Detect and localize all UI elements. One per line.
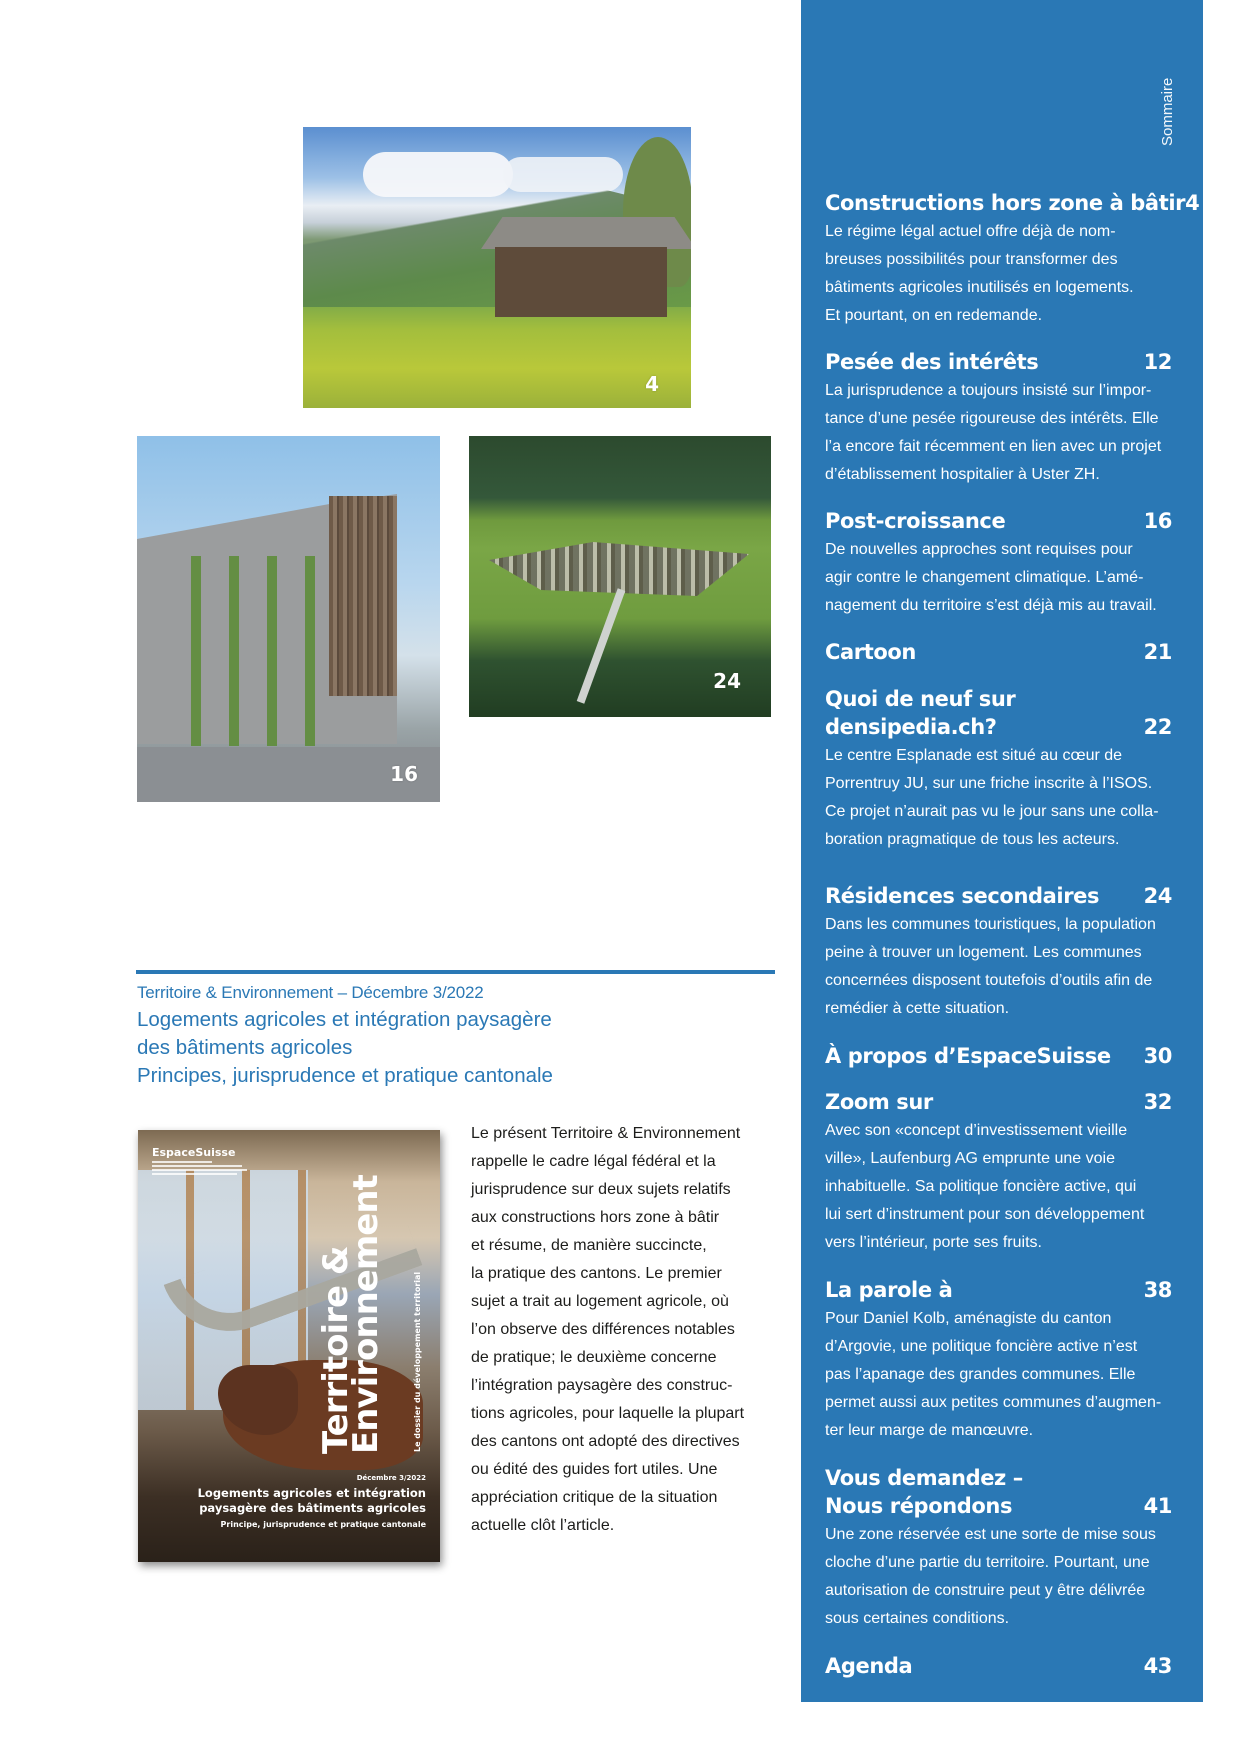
toc-entry-title: Résidences secondaires [825, 884, 1100, 908]
body-line: des cantons ont adopté des directives [471, 1433, 740, 1450]
toc-desc-line: Dans les communes touristiques, la population [825, 916, 1156, 933]
cover-brand: EspaceSuisse [152, 1146, 236, 1159]
toc-entry-title: Constructions hors zone à bâtir [825, 191, 1186, 215]
toc-desc-line: sous certaines conditions. [825, 1610, 1010, 1627]
section-divider [136, 970, 775, 974]
photo-chalet-meadow [303, 127, 691, 408]
article-kicker: Territoire & Environnement – Décembre 3/2022 [137, 983, 484, 1002]
cover-vertical-subtitle: Le dossier du développement territorial [413, 1271, 422, 1452]
photo-detail-houses [489, 536, 749, 596]
toc-entry-title: Nous répondons [825, 1494, 1013, 1518]
toc-desc-line: concernées disposent toutefois d’outils afin de [825, 972, 1153, 989]
toc-entry-title: Cartoon [825, 640, 916, 664]
toc-entry-title: Post-croissance [825, 509, 1006, 533]
article-title [137, 1006, 553, 1090]
body-line: l’on observe des différences notables [471, 1321, 735, 1338]
toc-desc-line: d’établissement hospitalier à Uster ZH. [825, 466, 1100, 483]
toc-desc-line: pas l’apanage des grandes communes. Elle [825, 1366, 1136, 1383]
publication-cover [138, 1130, 440, 1562]
toc-page-number: 24 [1143, 884, 1172, 908]
body-line: et résume, de manière succincte, [471, 1237, 707, 1254]
cover-title-line: Territoire & [316, 1246, 356, 1454]
photo-detail-roof [481, 217, 691, 249]
toc-entry-title: Agenda [825, 1654, 913, 1678]
toc-entry[interactable] [825, 507, 1172, 620]
photo-detail-wood-cladding [329, 496, 397, 696]
body-line: jurisprudence sur deux sujets relatifs [471, 1181, 731, 1198]
toc-page-number: 4 [1185, 191, 1200, 215]
toc-entry[interactable] [825, 1652, 1172, 1680]
toc-desc-line: vers l’intérieur, porte ses fruits. [825, 1234, 1042, 1251]
toc-desc-line: cloche d’une partie du territoire. Pourtant, une [825, 1554, 1150, 1571]
toc-page-number: 16 [1143, 509, 1172, 533]
body-line: la pratique des cantons. Le premier [471, 1265, 722, 1282]
article-title-line: Principes, jurisprudence et pratique cantonale [137, 1064, 553, 1087]
body-line: de pratique; le deuxième concerne [471, 1349, 717, 1366]
body-line: aux constructions hors zone à bâtir [471, 1209, 720, 1226]
body-line: l’intégration paysagère des construc- [471, 1377, 733, 1394]
toc-desc-line: Le centre Esplanade est situé au cœur de [825, 747, 1123, 764]
photo-detail-chalet [495, 247, 667, 317]
toc-desc-line: agir contre le changement climatique. L’amé- [825, 569, 1144, 586]
body-line: sujet a trait au logement agricole, où [471, 1293, 729, 1310]
toc-desc-line: lui sert d’instrument pour son développement [825, 1206, 1145, 1223]
toc-desc-line: tance d’une pesée rigoureuse des intérêts. Elle [825, 410, 1159, 427]
toc-desc-line: d’Argovie, une politique foncière active n’est [825, 1338, 1138, 1355]
body-line: actuelle clôt l’article. [471, 1517, 615, 1534]
cover-subtitle: Principe, jurisprudence et pratique cantonale [220, 1520, 426, 1529]
photo-green-building [137, 436, 440, 802]
toc-desc-line: ter leur marge de manœuvre. [825, 1422, 1034, 1439]
photo-page-number: 24 [713, 669, 741, 693]
toc-page-number: 22 [1143, 715, 1172, 739]
toc-page-number: 38 [1143, 1278, 1172, 1302]
toc-entry-title: La parole à [825, 1278, 953, 1302]
toc-entry[interactable] [825, 1464, 1172, 1633]
photo-detail-cloud [363, 152, 513, 197]
toc-entry[interactable] [825, 189, 1200, 330]
toc-page-number: 32 [1143, 1090, 1172, 1114]
article-title-line: des bâtiments agricoles [137, 1036, 353, 1059]
toc-desc-line: bâtiments agricoles inutilisés en logements. [825, 279, 1134, 296]
body-line: ou édité des guides fort utiles. Une [471, 1461, 718, 1478]
toc-desc-line: remédier à cette situation. [825, 1000, 1010, 1017]
toc-desc-line: Pour Daniel Kolb, aménagiste du canton [825, 1310, 1112, 1327]
toc-desc-line: peine à trouver un logement. Les communes [825, 944, 1142, 961]
article-body [471, 1120, 771, 1540]
toc-entry[interactable] [825, 882, 1172, 1023]
cover-title-line: Environnement [346, 1175, 386, 1454]
cover-title-line: Logements agricoles et intégration [197, 1486, 426, 1500]
toc-section-label: Sommaire [1159, 77, 1176, 146]
toc-page-number: 12 [1143, 350, 1172, 374]
article-title-line: Logements agricoles et intégration paysagère [137, 1008, 552, 1031]
toc-desc-line: l’a encore fait récemment en lien avec un projet [825, 438, 1162, 455]
toc-desc-line: Le régime légal actuel offre déjà de nom- [825, 223, 1116, 240]
toc-desc-line: De nouvelles approches sont requises pour [825, 541, 1133, 558]
toc-desc-line: inhabituelle. Sa politique foncière active, qui [825, 1178, 1137, 1195]
photo-detail-vines [177, 556, 327, 746]
cover-brand-subtext [152, 1161, 252, 1177]
toc-entry-title: À propos d’EspaceSuisse [825, 1044, 1111, 1068]
toc-page-number: 30 [1143, 1044, 1172, 1068]
toc-entry-title: Pesée des intérêts [825, 350, 1039, 374]
toc-desc-line: Avec son «concept d’investissement vieille [825, 1122, 1128, 1139]
toc-page-number: 21 [1143, 640, 1172, 664]
toc-page-number: 41 [1143, 1494, 1172, 1518]
body-line: appréciation critique de la situation [471, 1489, 718, 1506]
toc-entry-title: Quoi de neuf sur [825, 687, 1016, 711]
toc-entry-title: densipedia.ch? [825, 715, 997, 739]
toc-entry[interactable] [825, 685, 1172, 854]
toc-desc-line: breuses possibilités pour transformer des [825, 251, 1118, 268]
cover-title-line: paysagère des bâtiments agricoles [199, 1501, 426, 1515]
toc-entry[interactable] [825, 1088, 1172, 1257]
body-line: Le présent Territoire & Environnement [471, 1125, 741, 1142]
toc-desc-line: Et pourtant, on en redemande. [825, 307, 1043, 324]
toc-entry-title: Vous demandez – [825, 1466, 1023, 1490]
toc-desc-line: Une zone réservée est une sorte de mise sous [825, 1526, 1156, 1543]
photo-alpine-village [469, 436, 771, 717]
toc-entry[interactable] [825, 1276, 1172, 1445]
body-line: rappelle le cadre légal fédéral et la [471, 1153, 716, 1170]
toc-entry[interactable] [825, 348, 1172, 489]
toc-entry-title: Zoom sur [825, 1090, 933, 1114]
photo-detail-road [577, 588, 626, 703]
toc-entry[interactable] [825, 1042, 1172, 1070]
photo-page-number: 16 [390, 762, 418, 786]
toc-desc-line: autorisation de construire peut y être délivrée [825, 1582, 1146, 1599]
cover-date: Décembre 3/2022 [356, 1474, 426, 1482]
toc-desc-line: ville», Laufenburg AG emprunte une voie [825, 1150, 1115, 1167]
toc-desc-line: boration pragmatique de tous les acteurs. [825, 831, 1120, 848]
toc-desc-line: nagement du territoire s’est déjà mis au travail. [825, 597, 1157, 614]
toc-page-number: 43 [1143, 1654, 1172, 1678]
toc-desc-line: permet aussi aux petites communes d’augmen- [825, 1394, 1162, 1411]
body-line: tions agricoles, pour laquelle la plupart [471, 1405, 745, 1422]
toc-desc-line: La jurisprudence a toujours insisté sur l’impor- [825, 382, 1152, 399]
photo-detail-cloud [503, 157, 623, 192]
cover-title [198, 1486, 426, 1516]
toc-desc-line: Porrentruy JU, sur une friche inscrite à l’ISOS. [825, 775, 1153, 792]
toc-desc-line: Ce projet n’aurait pas vu le jour sans une colla- [825, 803, 1159, 820]
photo-page-number: 4 [645, 372, 659, 396]
toc-entry[interactable] [825, 638, 1172, 666]
